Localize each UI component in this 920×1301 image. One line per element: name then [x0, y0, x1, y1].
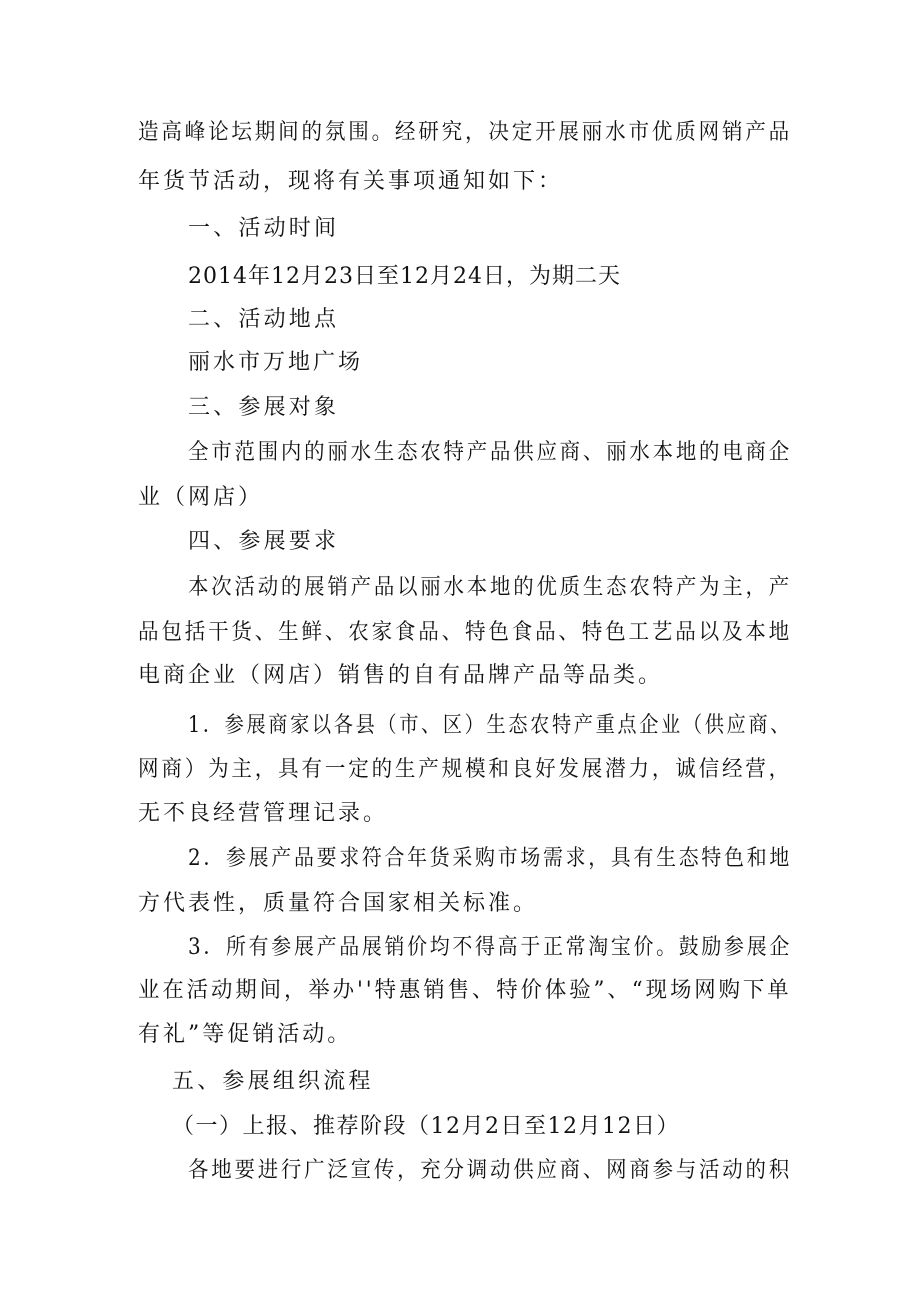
item-3-line-2: 业在活动期间，举办''特惠销售、特价体验”、“现场网购下单	[138, 978, 792, 1003]
requirements-line-1: 本次活动的展销产品以丽水本地的优质生态农特产为主，产	[188, 575, 792, 600]
requirements-line-3: 电商企业（网店）销售的自有品牌产品等品类。	[138, 663, 664, 688]
body-line-2: 年货节活动，现将有关事项通知如下：	[138, 169, 564, 194]
item-3-line-3: 有礼”等促销活动。	[138, 1022, 353, 1047]
participants-line-2: 业（网店）	[138, 485, 264, 510]
section-heading-requirements: 四、参展要求	[188, 529, 340, 554]
item-1-line-1: 1．参展商家以各县（市、区）生态农特产重点企业（供应商、	[188, 713, 792, 738]
section-heading-participants: 三、参展对象	[188, 395, 340, 420]
section-heading-process: 五、参展组织流程	[172, 1069, 374, 1094]
event-date: 2014年12月23日至12月24日，为期二天	[188, 264, 621, 289]
section-heading-time: 一、活动时间	[188, 216, 340, 241]
event-location: 丽水市万地广场	[188, 350, 364, 375]
item-1-line-2: 网商）为主，具有一定的生产规模和良好发展潜力，诚信经营，	[138, 757, 793, 782]
item-2-line-2: 方代表性，质量符合国家相关标准。	[138, 891, 539, 916]
item-2-line-1: 2．参展产品要求符合年货采购市场需求，具有生态特色和地	[188, 846, 792, 871]
item-3-line-1: 3．所有参展产品展销价均不得高于正常淘宝价。鼓励参展企	[188, 935, 792, 960]
body-line-1: 造高峰论坛期间的氛围。经研究，决定开展丽水市优质网销产品	[138, 120, 793, 145]
process-line-1: 各地要进行广泛宣传，充分调动供应商、网商参与活动的积	[188, 1158, 792, 1183]
requirements-line-2: 品包括干货、生鲜、农家食品、特色食品、特色工艺品以及本地	[138, 620, 793, 645]
participants-line-1: 全市范围内的丽水生态农特产品供应商、丽水本地的电商企	[188, 440, 792, 465]
subsection-heading-report: （一）上报、推荐阶段（12月2日至12月12日）	[172, 1114, 680, 1139]
item-1-line-3: 无不良经营管理记录。	[138, 801, 389, 826]
section-heading-location: 二、活动地点	[188, 307, 340, 332]
